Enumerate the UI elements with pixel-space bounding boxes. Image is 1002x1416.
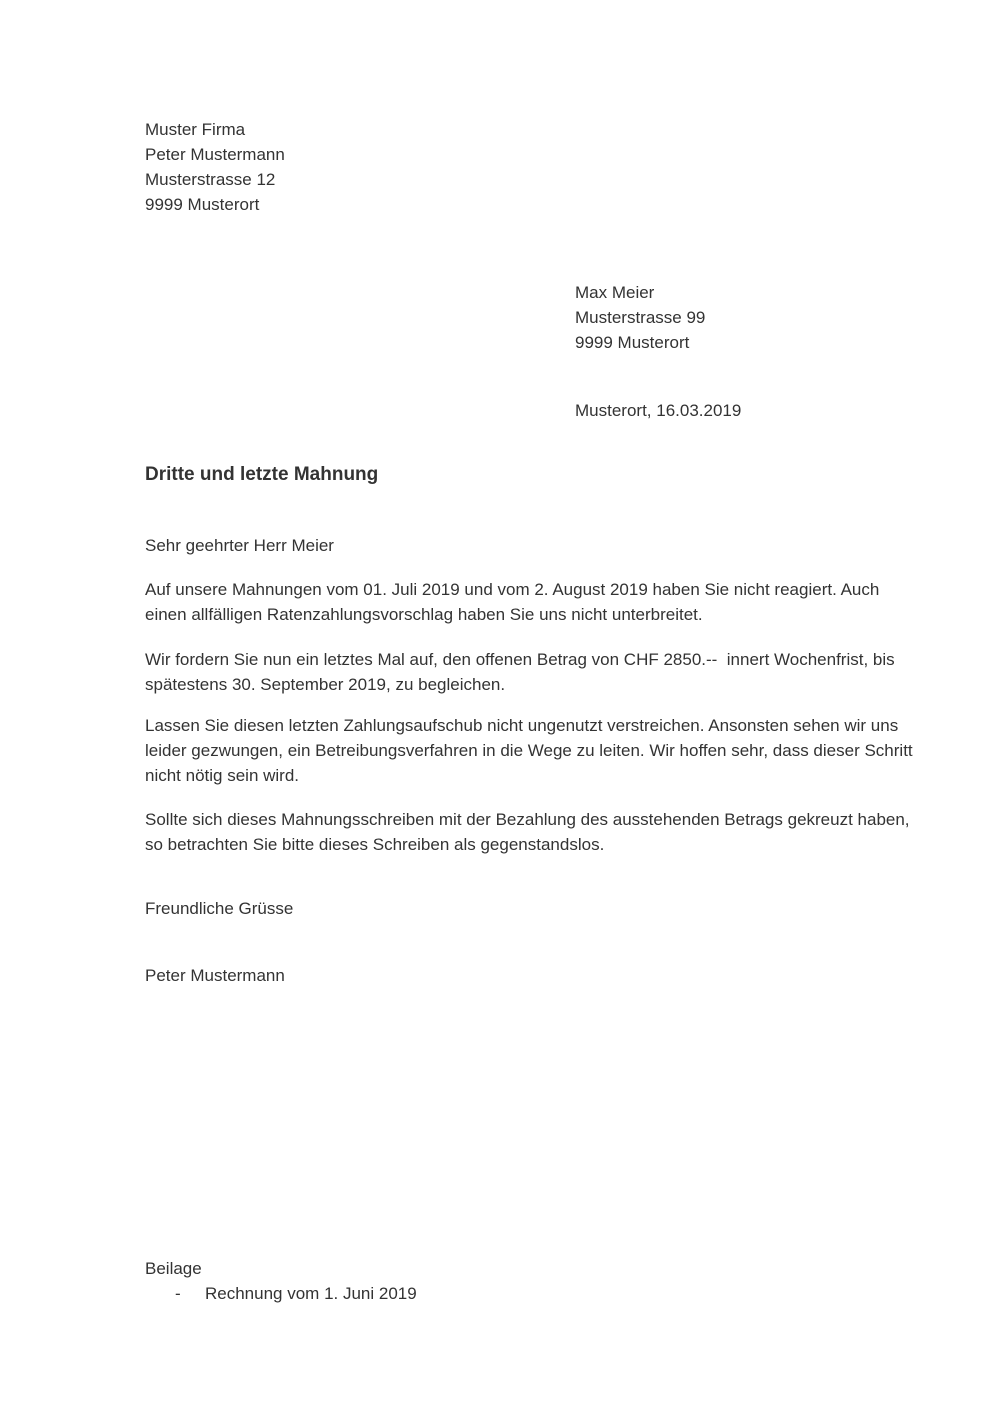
sender-address-block (145, 117, 285, 217)
signature-name: Peter Mustermann (145, 966, 285, 985)
enclosure-section (145, 1256, 845, 1306)
body-paragraph-2: Wir fordern Sie nun ein letztes Mal auf, den offenen Betrag von CHF 2850.-- innert Wochenfrist, bis spätestens 30. September 2019, zu begleichen. (145, 650, 900, 694)
recipient-name: Max Meier (575, 283, 655, 302)
sender-city: 9999 Musterort (145, 195, 260, 214)
enclosure-item (145, 1281, 845, 1306)
body-paragraph-4: Sollte sich dieses Mahnungsschreiben mit der Bezahlung des ausstehenden Betrags gekreuzt haben, so betrachten Sie bitte dieses Schreiben als gegenstandslos. (145, 810, 915, 854)
sender-name: Peter Mustermann (145, 145, 285, 164)
body-paragraph-1: Auf unsere Mahnungen vom 01. Juli 2019 und vom 2. August 2019 haben Sie nicht reagiert. Auch einen allfälligen Ratenzahlungsvorschlag haben Sie uns nicht unterbreitet. (145, 580, 885, 624)
recipient-street: Musterstrasse 99 (575, 308, 706, 327)
enclosure-bullet-dash: - (175, 1284, 181, 1303)
subject-line: Dritte und letzte Mahnung (145, 464, 379, 485)
salutation: Sehr geehrter Herr Meier (145, 536, 334, 555)
body-paragraph-3: Lassen Sie diesen letzten Zahlungsaufschub nicht ungenutzt verstreichen. Ansonsten sehen wir uns leider gezwungen, ein Betreibungsverfahren in die Wege zu leiten. Wir hoffen sehr, dass dieser Schritt nicht nötig sein wird. (145, 716, 918, 785)
recipient-city: 9999 Musterort (575, 333, 690, 352)
enclosure-label: Beilage (145, 1259, 202, 1278)
sender-company: Muster Firma (145, 120, 246, 139)
recipient-address-block (575, 280, 705, 355)
sender-street: Musterstrasse 12 (145, 170, 276, 189)
enclosure-item-text: Rechnung vom 1. Juni 2019 (205, 1284, 417, 1303)
closing-greeting: Freundliche Grüsse (145, 899, 294, 918)
date-line: Musterort, 16.03.2019 (575, 401, 742, 420)
